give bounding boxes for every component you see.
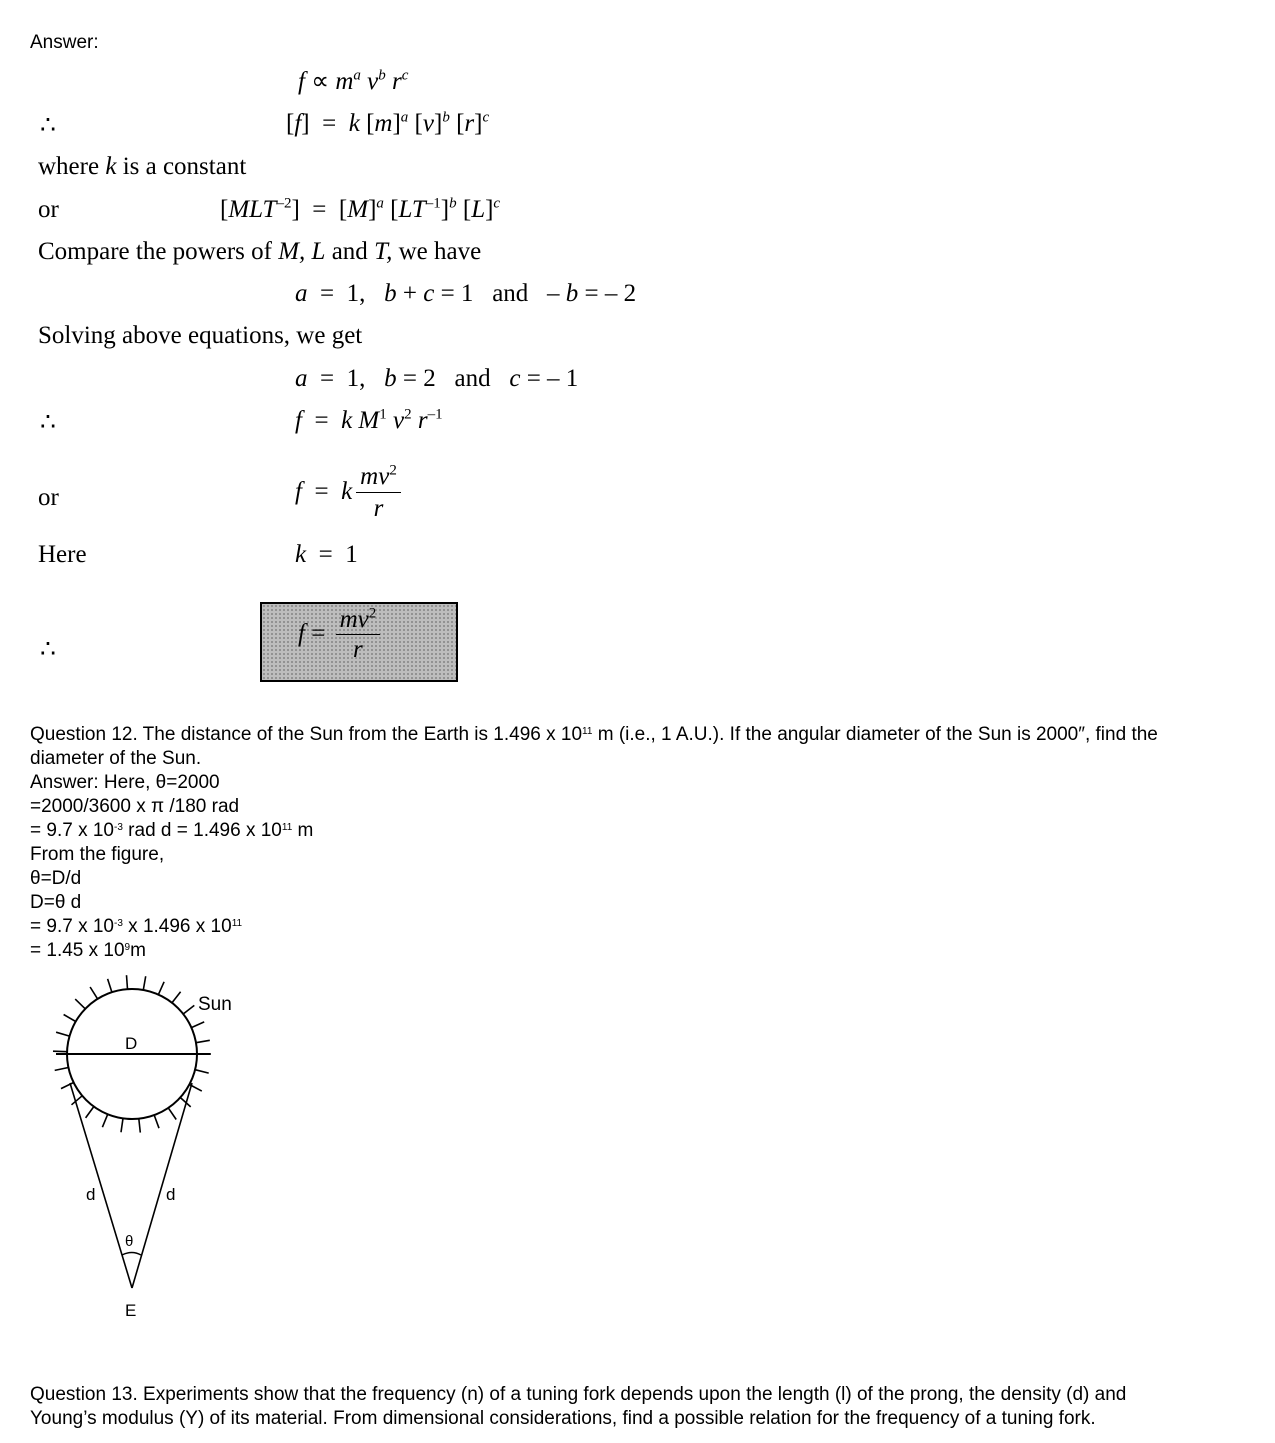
sun-ray <box>195 1070 209 1073</box>
constant-note: where k is a constant <box>38 153 247 180</box>
sun-ray <box>121 1118 123 1132</box>
question-12-line-2: diameter of the Sun. <box>30 748 202 769</box>
answer-12-line-1: Answer: Here, θ=2000 <box>30 772 220 793</box>
sun-ray <box>172 992 181 1003</box>
answer-12-line-4: From the figure, <box>30 844 165 865</box>
therefore-symbol: ∴ <box>40 636 56 663</box>
answer-12-line-2: =2000/3600 x π /180 rad <box>30 796 240 817</box>
sun-ray <box>168 1108 176 1120</box>
diameter-label: D <box>125 1034 138 1053</box>
theta-label: θ <box>125 1233 134 1250</box>
sun-earth-figure <box>40 970 260 1330</box>
left-sight-line <box>70 1083 132 1288</box>
compare-sentence: Compare the powers of M, L and T, we have <box>38 238 482 265</box>
left-distance-label: d <box>86 1185 96 1204</box>
question-12-line-1: Question 12. The distance of the Sun from the Earth is 1.496 x $10^{11}$ m (i.e., 1 A.U.). If the angular diameter of the Sun is 2000″, find the <box>30 724 1158 745</box>
question-13-line-1: Question 13. Experiments show that the frequency (n) of a tuning fork depends upon the length (l) of the prong, the density (d) and <box>30 1384 1127 1405</box>
solving-sentence: Solving above equations, we get <box>38 322 363 349</box>
sun-ray <box>64 1015 76 1022</box>
sun-ray <box>183 1005 194 1014</box>
sun-ray <box>154 1115 159 1128</box>
final-formula: f = $\frac{mv^2}{r}$ <box>298 606 380 665</box>
answer-12-line-8: = 1.45 x $10^9m$ <box>30 940 146 961</box>
answer-12-line-3: = 9.7 x $10^{-3}$ rad d = 1.496 x $10^{11}$ m <box>30 820 314 841</box>
therefore-symbol: ∴ <box>40 112 56 139</box>
sun-ray <box>102 1114 107 1127</box>
sun-ray <box>143 976 145 990</box>
sun-ray <box>56 1032 69 1036</box>
boxed-result <box>260 602 458 682</box>
here-label: Here <box>38 541 87 568</box>
answer-label: Answer: <box>30 32 99 53</box>
sun-ray <box>196 1040 210 1042</box>
equation-powers: a = 1, b + c = 1 and – b = – 2 <box>295 280 637 307</box>
equation-solution: a = 1, b = 2 and c = – 1 <box>295 365 579 392</box>
equation-substituted: f = k $M^1$ $v^2$ $r^{-1}$ <box>295 406 443 434</box>
answer-12-line-5: θ=D/d <box>30 868 82 889</box>
equation-proportionality: $f \propto m^a$ $v^b$ $r^c$ <box>298 67 409 95</box>
question-13-line-2: Young’s modulus (Y) of its material. From dimensional considerations, find a possible relation for the frequency of a tuning fork. <box>30 1408 1096 1429</box>
earth-label: E <box>125 1301 137 1320</box>
answer-12-line-7: = 9.7 x $10^{-3}$ x 1.496 x $10^{11}$ <box>30 916 243 937</box>
sun-ray <box>75 999 85 1009</box>
sun-ray <box>55 1068 69 1071</box>
equation-k-value: k = 1 <box>295 541 358 568</box>
answer-12-line-6: D=θ d <box>30 892 82 913</box>
sun-label: Sun <box>198 994 232 1015</box>
equation-with-constant: [f] = k $[m]^a$ $[v]^b$ $[r]^c$ <box>286 109 490 137</box>
sun-ray <box>127 975 128 989</box>
sun-ray <box>191 1022 204 1028</box>
right-sight-line <box>132 1083 192 1288</box>
or-label: or <box>38 196 59 223</box>
sun-ray <box>53 1051 67 1052</box>
sun-ray <box>139 1119 141 1133</box>
angle-arc <box>122 1253 141 1256</box>
equation-fraction: f = k $\frac{mv^2}{r}$ <box>295 462 401 525</box>
sun-ray <box>90 987 98 999</box>
right-distance-label: d <box>166 1185 176 1204</box>
sun-ray <box>108 979 112 992</box>
therefore-symbol: ∴ <box>40 409 56 436</box>
or-label: or <box>38 484 59 511</box>
equation-dimensional: $[MLT^{-2}] = [M]^a$ $[LT^{-1}]^b$ $[L]^c$ <box>220 195 501 223</box>
sun-ray <box>158 982 164 995</box>
sun-ray <box>86 1107 94 1118</box>
